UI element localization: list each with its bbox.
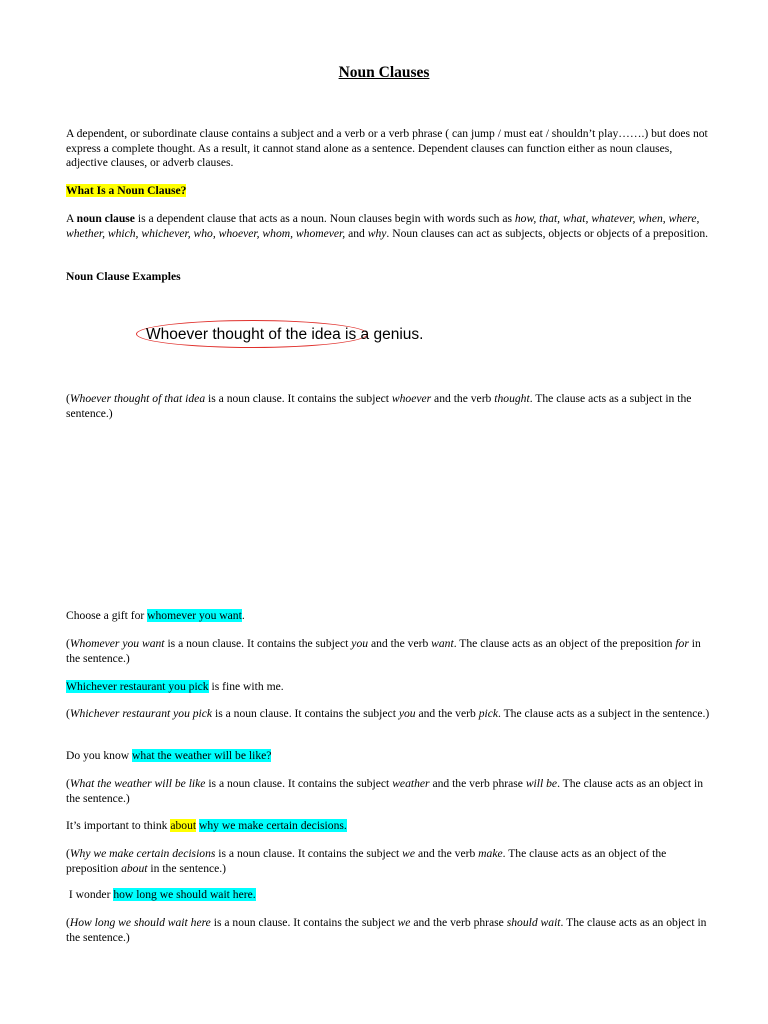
e2-prep: for	[675, 637, 689, 650]
e5-subj: we	[402, 847, 416, 860]
example-5	[66, 819, 712, 834]
def-text-a: A	[66, 212, 77, 225]
def-text-and: and	[345, 226, 368, 240]
e4-open: (	[66, 777, 70, 790]
e4-t2: and the verb phrase	[429, 777, 526, 790]
e6-clause: How long we should wait here	[69, 916, 211, 929]
explanation-3	[66, 707, 712, 722]
e2-t3: . The clause acts as an object of the preposition	[453, 637, 676, 650]
def-text-end: . Noun clauses can act as subjects, objects or objects of a preposition.	[386, 226, 709, 240]
ex6-highlight: how long we should wait here.	[113, 888, 256, 901]
e5-open: (	[66, 847, 70, 860]
example-3	[66, 680, 712, 695]
example-2	[66, 609, 712, 624]
page-title: Noun Clauses	[338, 64, 430, 81]
ex3-post: is fine with me.	[208, 680, 284, 693]
e1-t2: and the verb	[431, 392, 495, 405]
e2-clause: Whomever you want	[69, 637, 165, 650]
e3-t3: . The clause acts as a subject in the sentence.)	[498, 707, 710, 720]
e6-open: (	[66, 916, 70, 929]
example-circled-clause: Whoever thought of the idea	[146, 326, 341, 343]
e5-t1: is a noun clause. It contains the subject	[215, 847, 403, 860]
explanation-1	[66, 392, 712, 421]
ex5-highlight-yellow: about	[170, 819, 197, 832]
e3-t2: and the verb	[415, 707, 479, 720]
e4-verb: will be	[525, 777, 558, 790]
e1-open: (	[66, 392, 70, 405]
e5-t4: in the sentence.)	[147, 861, 227, 875]
def-text-mid: is a dependent clause that acts as a noun. Noun clauses begin with words such as	[134, 212, 515, 225]
examples-heading: Noun Clause Examples	[66, 270, 181, 283]
e2-open: (	[66, 637, 70, 650]
ex2-post: .	[241, 609, 245, 622]
ex2-highlight: whomever you want	[147, 609, 242, 622]
e5-verb: make	[478, 847, 503, 860]
e6-verb: should wait	[506, 916, 561, 929]
e1-verb: thought	[494, 392, 530, 405]
section-heading-text: What Is a Noun Clause?	[66, 184, 187, 197]
e4-subj: weather	[392, 777, 430, 790]
e5-t3: . The clause acts as an object of the preposition	[66, 847, 667, 875]
e4-t1: is a noun clause. It contains the subject	[205, 777, 393, 790]
explanation-2	[66, 637, 712, 666]
e2-subj: you	[351, 637, 369, 650]
e6-t2: and the verb phrase	[410, 916, 507, 929]
section-heading	[66, 184, 712, 199]
e1-t1: is a noun clause. It contains the subject	[205, 392, 392, 405]
e1-t3: . The clause acts as a subject in the sentence.)	[66, 392, 692, 420]
e2-verb: want	[431, 637, 454, 650]
e1-clause: Whoever thought of that idea	[69, 392, 206, 405]
e2-t4: in the sentence.)	[66, 637, 701, 665]
ex5-highlight: why we make certain decisions.	[199, 819, 347, 832]
e2-t2: and the verb	[368, 637, 432, 650]
e3-verb: pick	[478, 707, 498, 720]
def-why: why	[367, 226, 387, 240]
ex2-pre: Choose a gift for	[66, 609, 148, 622]
e2-t1: is a noun clause. It contains the subject	[164, 637, 352, 650]
example-4	[66, 749, 712, 764]
e4-t3: . The clause acts as an object in the sentence.)	[66, 777, 704, 805]
example-6	[66, 888, 712, 903]
definition-paragraph	[66, 212, 712, 241]
explanation-4	[66, 777, 712, 806]
e5-t2: and the verb	[415, 847, 479, 860]
e3-t1: is a noun clause. It contains the subject	[212, 707, 399, 720]
intro-paragraph: A dependent, or subordinate clause contains a subject and a verb or a verb phrase ( can jump / must eat / shouldn’t play…….) but does not express a complete thought. As a result, it cannot stand alone as a sentence. Dependent clauses can function either as noun clauses, adjective clauses, or adverb clauses.	[66, 127, 708, 169]
example-sentence-image	[146, 325, 423, 345]
e6-t1: is a noun clause. It contains the subject	[210, 916, 398, 929]
e3-subj: you	[398, 707, 416, 720]
ex3-highlight: Whichever restaurant you pick	[66, 680, 209, 693]
e5-prep: about	[121, 861, 148, 875]
explanation-5	[66, 847, 712, 876]
example-rest: is a genius.	[340, 326, 424, 343]
ex4-highlight: what the weather will be like?	[132, 749, 272, 762]
e5-clause: Why we make certain decisions	[69, 847, 216, 860]
ex4-pre: Do you know	[66, 749, 133, 762]
e6-subj: we	[397, 916, 411, 929]
def-term: noun clause	[76, 212, 135, 225]
ex6-pre: I wonder	[66, 888, 114, 901]
def-words: how, that, what, whatever, when, where, whether, which, whichever, who, whoever, whom, whomever,	[66, 212, 700, 240]
e3-open: (	[66, 707, 70, 720]
e4-clause: What the weather will be like	[69, 777, 206, 790]
e6-t3: . The clause acts as an object in the sentence.)	[66, 916, 707, 944]
ex5-pre: It’s important to think	[66, 819, 171, 832]
e3-clause: Whichever restaurant you pick	[69, 707, 213, 720]
explanation-6	[66, 916, 712, 945]
e1-subj: whoever	[391, 392, 432, 405]
